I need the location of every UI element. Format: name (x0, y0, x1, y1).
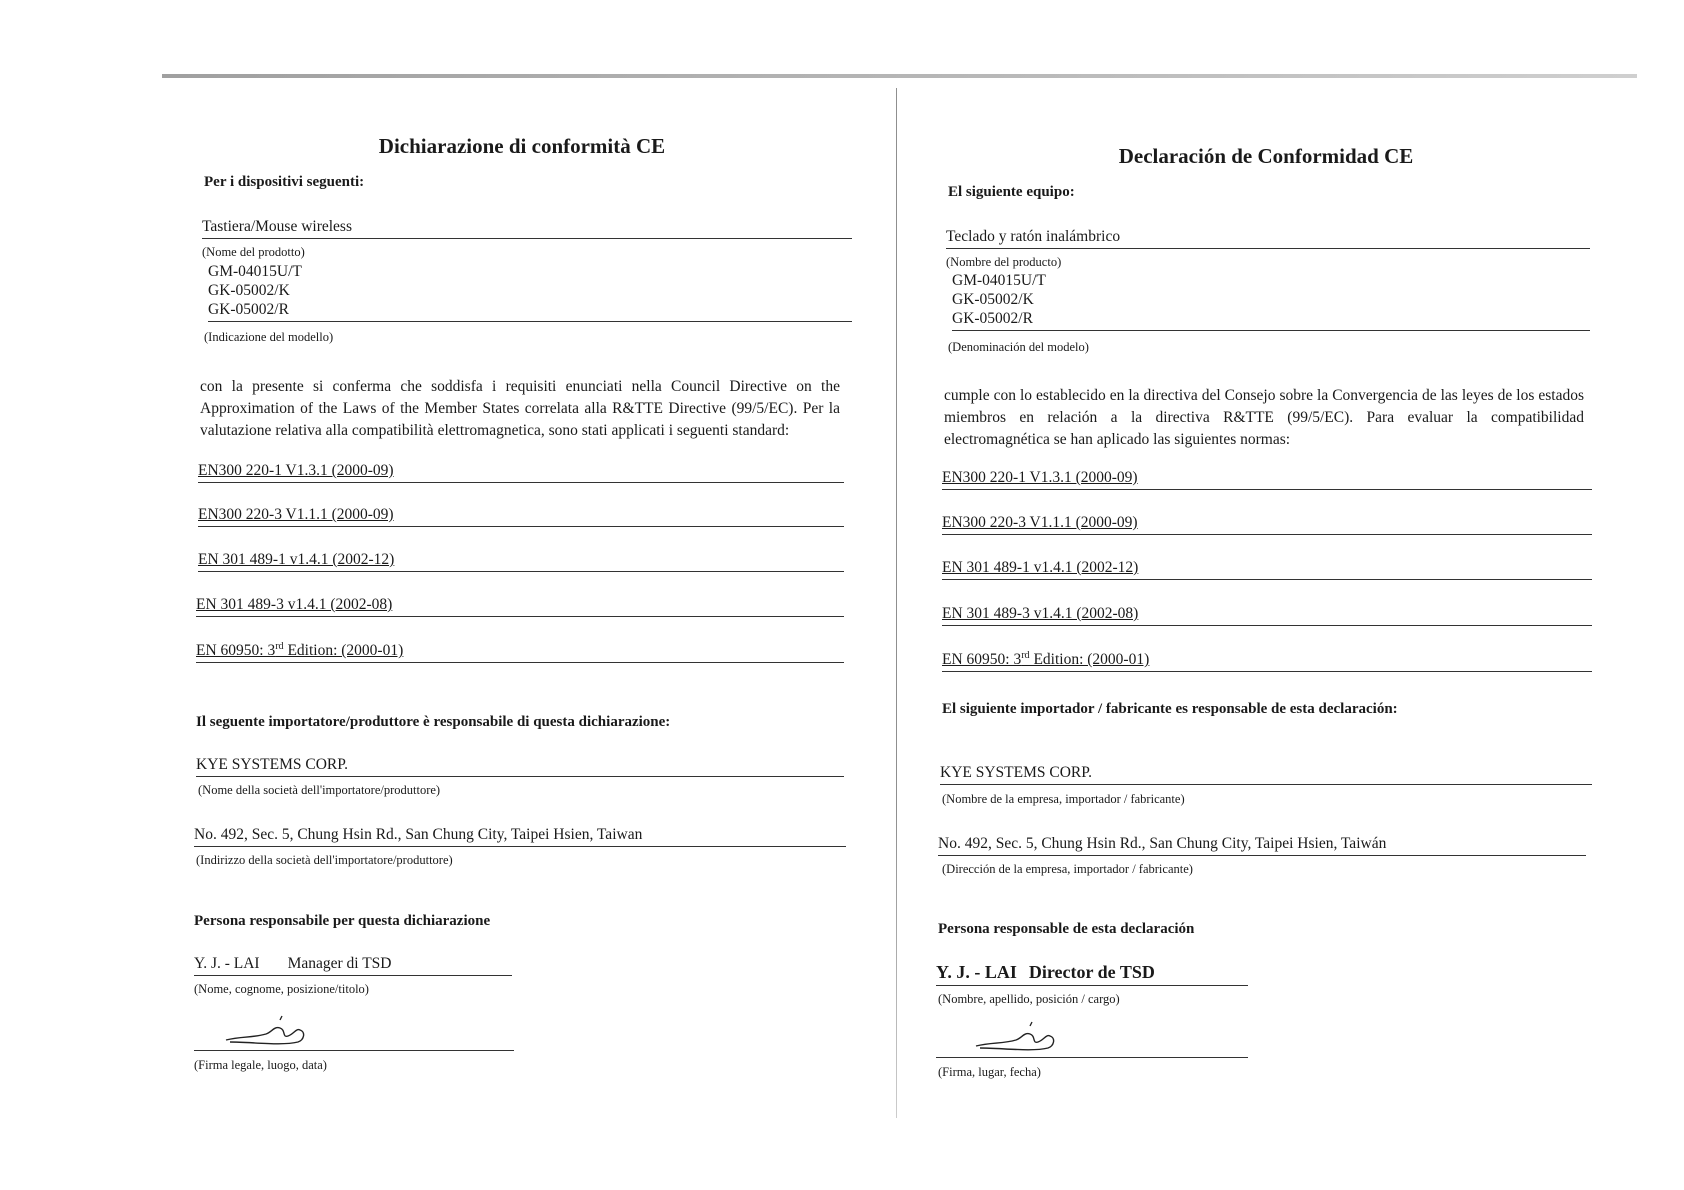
italian-devices-heading: Per i dispositivi seguenti: (204, 174, 365, 190)
italian-company: KYE SYSTEMS CORP. (196, 756, 844, 777)
spanish-company-caption: (Nombre de la empresa, importador / fabricante) (942, 792, 1185, 806)
spanish-person-heading: Persona responsable de esta declaración (938, 921, 1195, 937)
spanish-address: No. 492, Sec. 5, Chung Hsin Rd., San Chung City, Taipei Hsien, Taiwán (938, 835, 1586, 856)
italian-model-caption: (Indicazione del modello) (204, 330, 334, 344)
spanish-standard-5: EN 60950: 3rd Edition: (2000-01) (942, 650, 1592, 672)
italian-standard: EN 301 489-3 v1.4.1 (2002-08) (196, 596, 844, 617)
italian-paragraph: con la presente si conferma che soddisfa i requisiti enunciati nella Council Directive on the Approximation of the Laws of the Member States correlata alla R&TTE Directive (99/5/EC). Per la valutazione relativa alla compatibilità elettromagnetica, sono stati applicati i seguenti standard: (200, 378, 840, 439)
italian-address-caption: (Indirizzo della società dell'importatore/produttore) (196, 853, 453, 867)
spanish-signature-caption: (Firma, lugar, fecha) (938, 1065, 1041, 1079)
spanish-model-list (952, 271, 1590, 331)
spanish-declaration (936, 0, 1596, 1190)
spanish-title: Declaración de Conformidad CE (1118, 144, 1414, 168)
spanish-model: GM-04015U/T (952, 272, 1046, 289)
italian-product-name-caption: (Nome del prodotto) (202, 245, 305, 259)
italian-signature (222, 1012, 312, 1048)
page-divider (896, 88, 897, 1118)
spanish-person-caption: (Nombre, apellido, posición / cargo) (938, 992, 1120, 1006)
spanish-person-line (936, 962, 1248, 986)
italian-person-caption: (Nome, cognome, posizione/titolo) (194, 982, 369, 996)
italian-person-name: Y. J. - LAI (194, 955, 260, 972)
spanish-model: GK-05002/R (952, 310, 1033, 327)
italian-address: No. 492, Sec. 5, Chung Hsin Rd., San Chung City, Taipei Hsien, Taiwan (194, 826, 846, 847)
spanish-model-caption: (Denominación del modelo) (948, 340, 1089, 354)
spanish-product-name-caption: (Nombre del producto) (946, 255, 1062, 269)
italian-model-list (208, 262, 852, 322)
italian-title: Dichiarazione di conformità CE (378, 134, 666, 158)
italian-person-heading: Persona responsabile per questa dichiarazione (194, 913, 491, 929)
spanish-signature (972, 1018, 1062, 1054)
spanish-model: GK-05002/K (952, 291, 1034, 308)
italian-person-title: Manager di TSD (287, 955, 392, 972)
italian-model: GM-04015U/T (208, 263, 302, 280)
spanish-product-name: Teclado y ratón inalámbrico (946, 228, 1590, 249)
spanish-person-name: Y. J. - LAI (936, 962, 1017, 982)
spanish-person-title: Director de TSD (1028, 962, 1155, 982)
italian-standard: EN 301 489-1 v1.4.1 (2002-12) (198, 551, 844, 572)
spanish-standard: EN300 220-3 V1.1.1 (2000-09) (942, 514, 1592, 535)
italian-model: GK-05002/R (208, 301, 289, 318)
italian-product-name: Tastiera/Mouse wireless (202, 218, 852, 239)
italian-signature-caption: (Firma legale, luogo, data) (194, 1058, 327, 1072)
italian-standard: EN300 220-1 V1.3.1 (2000-09) (198, 462, 844, 483)
italian-model: GK-05002/K (208, 282, 290, 299)
spanish-paragraph: cumple con lo establecido en la directiva del Consejo sobre la Convergencia de las leyes de los estados miembros en relación a la directiva R&TTE (99/5/EC). Para evaluar la compatibilidad electromagnética se han aplicado las siguientes normas: (944, 387, 1584, 448)
spanish-responsible-heading: El siguiente importador / fabricante es responsable de esta declaración: (942, 701, 1398, 717)
italian-declaration (186, 0, 858, 1190)
italian-signature-line (194, 1050, 514, 1051)
italian-responsible-heading: Il seguente importatore/produttore è responsabile di questa dichiarazione: (196, 714, 671, 730)
spanish-standard: EN 301 489-1 v1.4.1 (2002-12) (942, 559, 1592, 580)
spanish-company: KYE SYSTEMS CORP. (940, 764, 1592, 785)
spanish-standard: EN300 220-1 V1.3.1 (2000-09) (942, 469, 1592, 490)
italian-company-caption: (Nome della società dell'importatore/produttore) (198, 783, 441, 797)
spanish-standard: EN 301 489-3 v1.4.1 (2002-08) (942, 605, 1592, 626)
italian-person-line (194, 955, 512, 976)
spanish-devices-heading: El siguiente equipo: (948, 184, 1075, 200)
spanish-address-caption: (Dirección de la empresa, importador / fabricante) (942, 862, 1193, 876)
spanish-signature-line (936, 1057, 1248, 1058)
italian-standard-5: EN 60950: 3rd Edition: (2000-01) (196, 641, 844, 663)
italian-standard: EN300 220-3 V1.1.1 (2000-09) (198, 506, 844, 527)
